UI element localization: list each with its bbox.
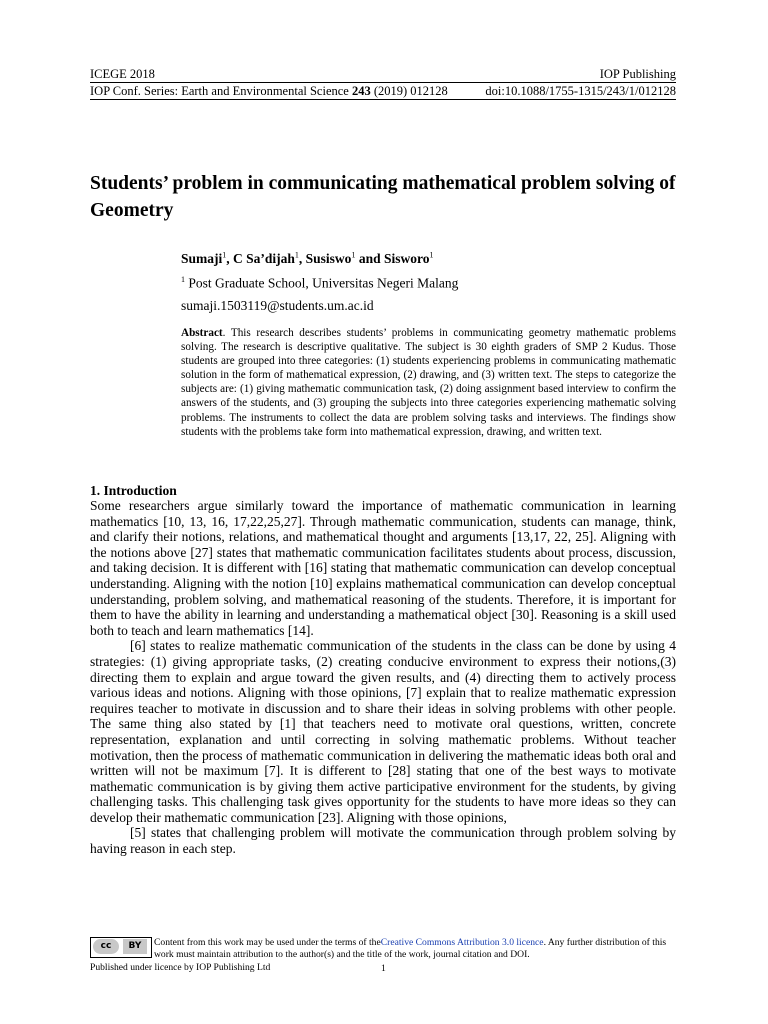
abstract-label: Abstract xyxy=(181,327,223,339)
author-list xyxy=(181,250,433,267)
volume-number: 243 xyxy=(351,84,371,98)
cc-icon: cc xyxy=(93,939,119,954)
paragraph: Some researchers argue similarly toward the importance of mathematic communication in learning mathematics [10, 13, 16, 17,22,25,27]. Through mathematic communication, students can manage, think, and clarify their notions, relations, and mathematical thought and arguments [13,17, 22, 25]. Aligning with the notions above [27] states that mathematic communication facilitates students about process, discussion, and taking decision. It is different with [16] stating that mathematic communication can develop conceptual understanding. Aligning with the notion [10] explains mathematical communication can develop conceptual understanding, problem solving, and mathematical reasoning of the students. Therefore, it is important for them to have the ability in learning and understanding a mathematical object [30]. Reasoning is a skill used both to teach and learn mathematics [14]. xyxy=(90,498,676,638)
paper-title: Students’ problem in communicating mathematical problem solving of Geometry xyxy=(90,173,676,221)
abstract-text: . This research describes students’ problems in communicating geometry mathematic problems solving. The research is descriptive qualitative. The subject is 30 eighth graders of SMP 2 Kudus. Those students are grouped into three categories: (1) students experiencing problems in communicating mathematic solution in the form of mathematical expression, (2) drawing, and (3) written text. The steps to categorize the subjects are: (1) giving mathematic communication task, (2) doing assignment based interview to confirm the answers of the students, and (3) grouping the subjects into three categories experiencing mathematic solving problems. The instruments to collect the data are problem solving tasks and interviews. The findings show students with the problems take form into mathematical expression, drawing, and written text. xyxy=(181,327,676,438)
header-rule-top xyxy=(90,82,676,83)
publisher-name: IOP Publishing xyxy=(599,67,676,81)
paragraph: [6] states to realize mathematic communication of the students in the class can be done by using 4 strategies: (1) giving appropriate tasks, (2) creating conducive environment to express their notions,(3) directing them to explain and argue toward the given results, and (4) directing them to actively process various ideas and notions. Aligning with those opinions, [7] explain that to realize mathematic expression requires teacher to motivate in discussion and to share their ideas in solving problems with other people. The same thing also stated by [1] that teachers need to motivate oral questions, written, concrete representation, explanation and until correcting in solving mathematic problems. Without teacher motivation, then the process of mathematic communication in delivering the mathematic ideas both oral and written will not be maximum [7]. It is different to [28] stating that one of the best ways to motivate mathematic communication is by giving them active participative environment for the students, by giving challenging tasks. This challenging task gives opportunity for the students to have more ideas so they can develop their mathematic communication [23]. Aligning with those opinions, xyxy=(90,638,676,825)
author: Sisworo$^1$ xyxy=(383,250,434,266)
author: Susiswo$^1$ and xyxy=(305,250,384,266)
header-rule-bottom xyxy=(90,99,676,100)
paragraph: [5] states that challenging problem will motivate the communication through problem solving by having reason in each step. xyxy=(90,825,676,857)
author: C Sa’dijah$^1$, xyxy=(233,250,306,266)
body-text xyxy=(90,498,676,857)
license-notice: Content from this work may be used under the terms of theCreative Commons Attribution 3.0 licence. Any further distribution of this work must maintain attribution to the author(s) and the title of the work, journal citation and DOI. xyxy=(154,937,667,960)
abstract xyxy=(181,326,676,439)
author: Sumaji$^1$, xyxy=(181,250,234,266)
cc-by-license-icon[interactable] xyxy=(90,937,152,958)
affiliation: $^1$ Post Graduate School, Universitas Negeri Malang xyxy=(181,275,459,291)
conference-name: ICEGE 2018 xyxy=(90,67,155,81)
by-icon: BY xyxy=(123,939,147,954)
author-email[interactable]: sumaji.1503119@students.um.ac.id xyxy=(181,298,374,313)
published-under-licence: Published under licence by IOP Publishing Ltd xyxy=(90,962,271,973)
license-link[interactable]: Creative Commons Attribution 3.0 licence xyxy=(380,937,544,948)
journal-series xyxy=(90,84,448,99)
section-heading: 1. Introduction xyxy=(90,483,177,498)
doi: doi:10.1088/1755-1315/243/1/012128 xyxy=(485,84,676,98)
page-number: 1 xyxy=(381,963,386,974)
series-suffix: (2019) 012128 xyxy=(370,84,448,98)
series-prefix: IOP Conf. Series: Earth and Environmental Science xyxy=(90,84,352,98)
